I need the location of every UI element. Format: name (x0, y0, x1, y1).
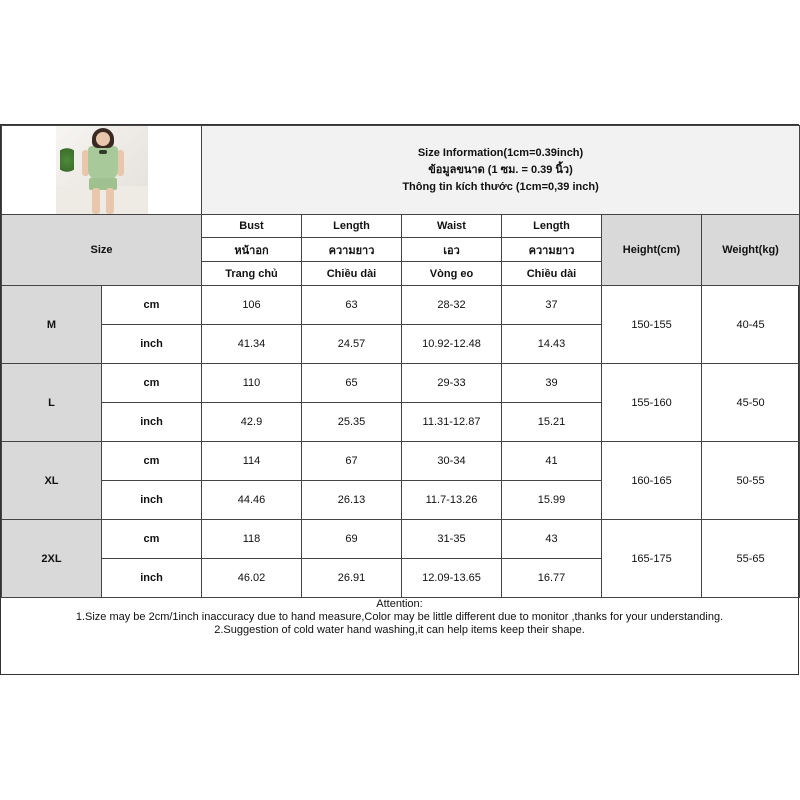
cell-waist-inch: 11.7-13.26 (402, 481, 502, 520)
cell-length-cm: 69 (302, 520, 402, 559)
unit-label-cm: cm (102, 520, 202, 559)
size-label-xl: XL (2, 442, 102, 520)
cell-length2-inch: 15.21 (502, 403, 602, 442)
cell-waist-inch: 12.09-13.65 (402, 559, 502, 598)
cell-bust-cm: 118 (202, 520, 302, 559)
cell-waist-cm: 29-33 (402, 364, 502, 403)
cell-bust-inch: 42.9 (202, 403, 302, 442)
attention-notes (1, 598, 798, 637)
col-header-weight: Weight(kg) (702, 215, 800, 286)
cell-height: 165-175 (602, 520, 702, 598)
col-header-waist-vi: Vòng eo (402, 262, 502, 286)
cell-waist-inch: 10.92-12.48 (402, 325, 502, 364)
header-row-en (2, 215, 800, 238)
unit-label-inch: inch (102, 325, 202, 364)
size-chart-table (1, 125, 800, 598)
cell-bust-inch: 44.46 (202, 481, 302, 520)
cell-length-inch: 24.57 (302, 325, 402, 364)
cell-length2-inch: 15.99 (502, 481, 602, 520)
col-header-length2-th: ความยาว (502, 238, 602, 262)
size-chart-sheet (0, 124, 799, 675)
header-row-info (2, 126, 800, 215)
col-header-length2-vi: Chiều dài (502, 262, 602, 286)
size-information-title (202, 126, 800, 215)
cell-weight: 40-45 (702, 286, 800, 364)
col-header-length2-en: Length (502, 215, 602, 238)
info-title-th: ข้อมูลขนาด (1 ซม. = 0.39 นิ้ว) (428, 163, 573, 176)
unit-label-inch: inch (102, 403, 202, 442)
cell-bust-cm: 106 (202, 286, 302, 325)
col-header-waist-en: Waist (402, 215, 502, 238)
unit-label-inch: inch (102, 559, 202, 598)
cell-weight: 55-65 (702, 520, 800, 598)
attention-title: Attention: (376, 598, 423, 610)
cell-weight: 50-55 (702, 442, 800, 520)
cell-waist-cm: 28-32 (402, 286, 502, 325)
col-header-height: Height(cm) (602, 215, 702, 286)
cell-length-cm: 65 (302, 364, 402, 403)
product-photo (56, 126, 148, 214)
info-title-en: Size Information(1cm=0.39inch) (417, 146, 584, 159)
table-row (2, 520, 800, 559)
size-label-l: L (2, 364, 102, 442)
cell-bust-cm: 110 (202, 364, 302, 403)
table-row (2, 286, 800, 325)
col-header-bust-vi: Trang chủ (202, 262, 302, 286)
cell-length-inch: 25.35 (302, 403, 402, 442)
cell-bust-inch: 46.02 (202, 559, 302, 598)
col-header-length-en: Length (302, 215, 402, 238)
cell-length-inch: 26.91 (302, 559, 402, 598)
cell-weight: 45-50 (702, 364, 800, 442)
product-photo-cell (2, 126, 202, 215)
info-title-vi: Thông tin kích thước (1cm=0,39 inch) (402, 180, 599, 193)
unit-label-inch: inch (102, 481, 202, 520)
cell-length2-cm: 41 (502, 442, 602, 481)
col-header-waist-th: เอว (402, 238, 502, 262)
unit-label-cm: cm (102, 286, 202, 325)
cell-height: 160-165 (602, 442, 702, 520)
unit-label-cm: cm (102, 364, 202, 403)
table-row (2, 442, 800, 481)
cell-waist-inch: 11.31-12.87 (402, 403, 502, 442)
cell-waist-cm: 30-34 (402, 442, 502, 481)
cell-bust-inch: 41.34 (202, 325, 302, 364)
col-header-length-vi: Chiều dài (302, 262, 402, 286)
size-label-m: M (2, 286, 102, 364)
cell-length2-cm: 37 (502, 286, 602, 325)
cell-length2-inch: 16.77 (502, 559, 602, 598)
table-row (2, 364, 800, 403)
cell-length2-cm: 43 (502, 520, 602, 559)
cell-bust-cm: 114 (202, 442, 302, 481)
col-header-length-th: ความยาว (302, 238, 402, 262)
cell-length-inch: 26.13 (302, 481, 402, 520)
size-heading: Size (2, 215, 202, 286)
cell-height: 150-155 (602, 286, 702, 364)
cell-waist-cm: 31-35 (402, 520, 502, 559)
cell-height: 155-160 (602, 364, 702, 442)
cell-length-cm: 67 (302, 442, 402, 481)
unit-label-cm: cm (102, 442, 202, 481)
col-header-bust-th: หน้าอก (202, 238, 302, 262)
cell-length2-cm: 39 (502, 364, 602, 403)
cell-length-cm: 63 (302, 286, 402, 325)
attention-line-1: 1.Size may be 2cm/1inch inaccuracy due to hand measure,Color may be little different due to monitor ,thanks for your understanding. (75, 611, 724, 623)
col-header-bust-en: Bust (202, 215, 302, 238)
size-label-2xl: 2XL (2, 520, 102, 598)
attention-line-2: 2.Suggestion of cold water hand washing,it can help items keep their shape. (214, 624, 585, 636)
cell-length2-inch: 14.43 (502, 325, 602, 364)
